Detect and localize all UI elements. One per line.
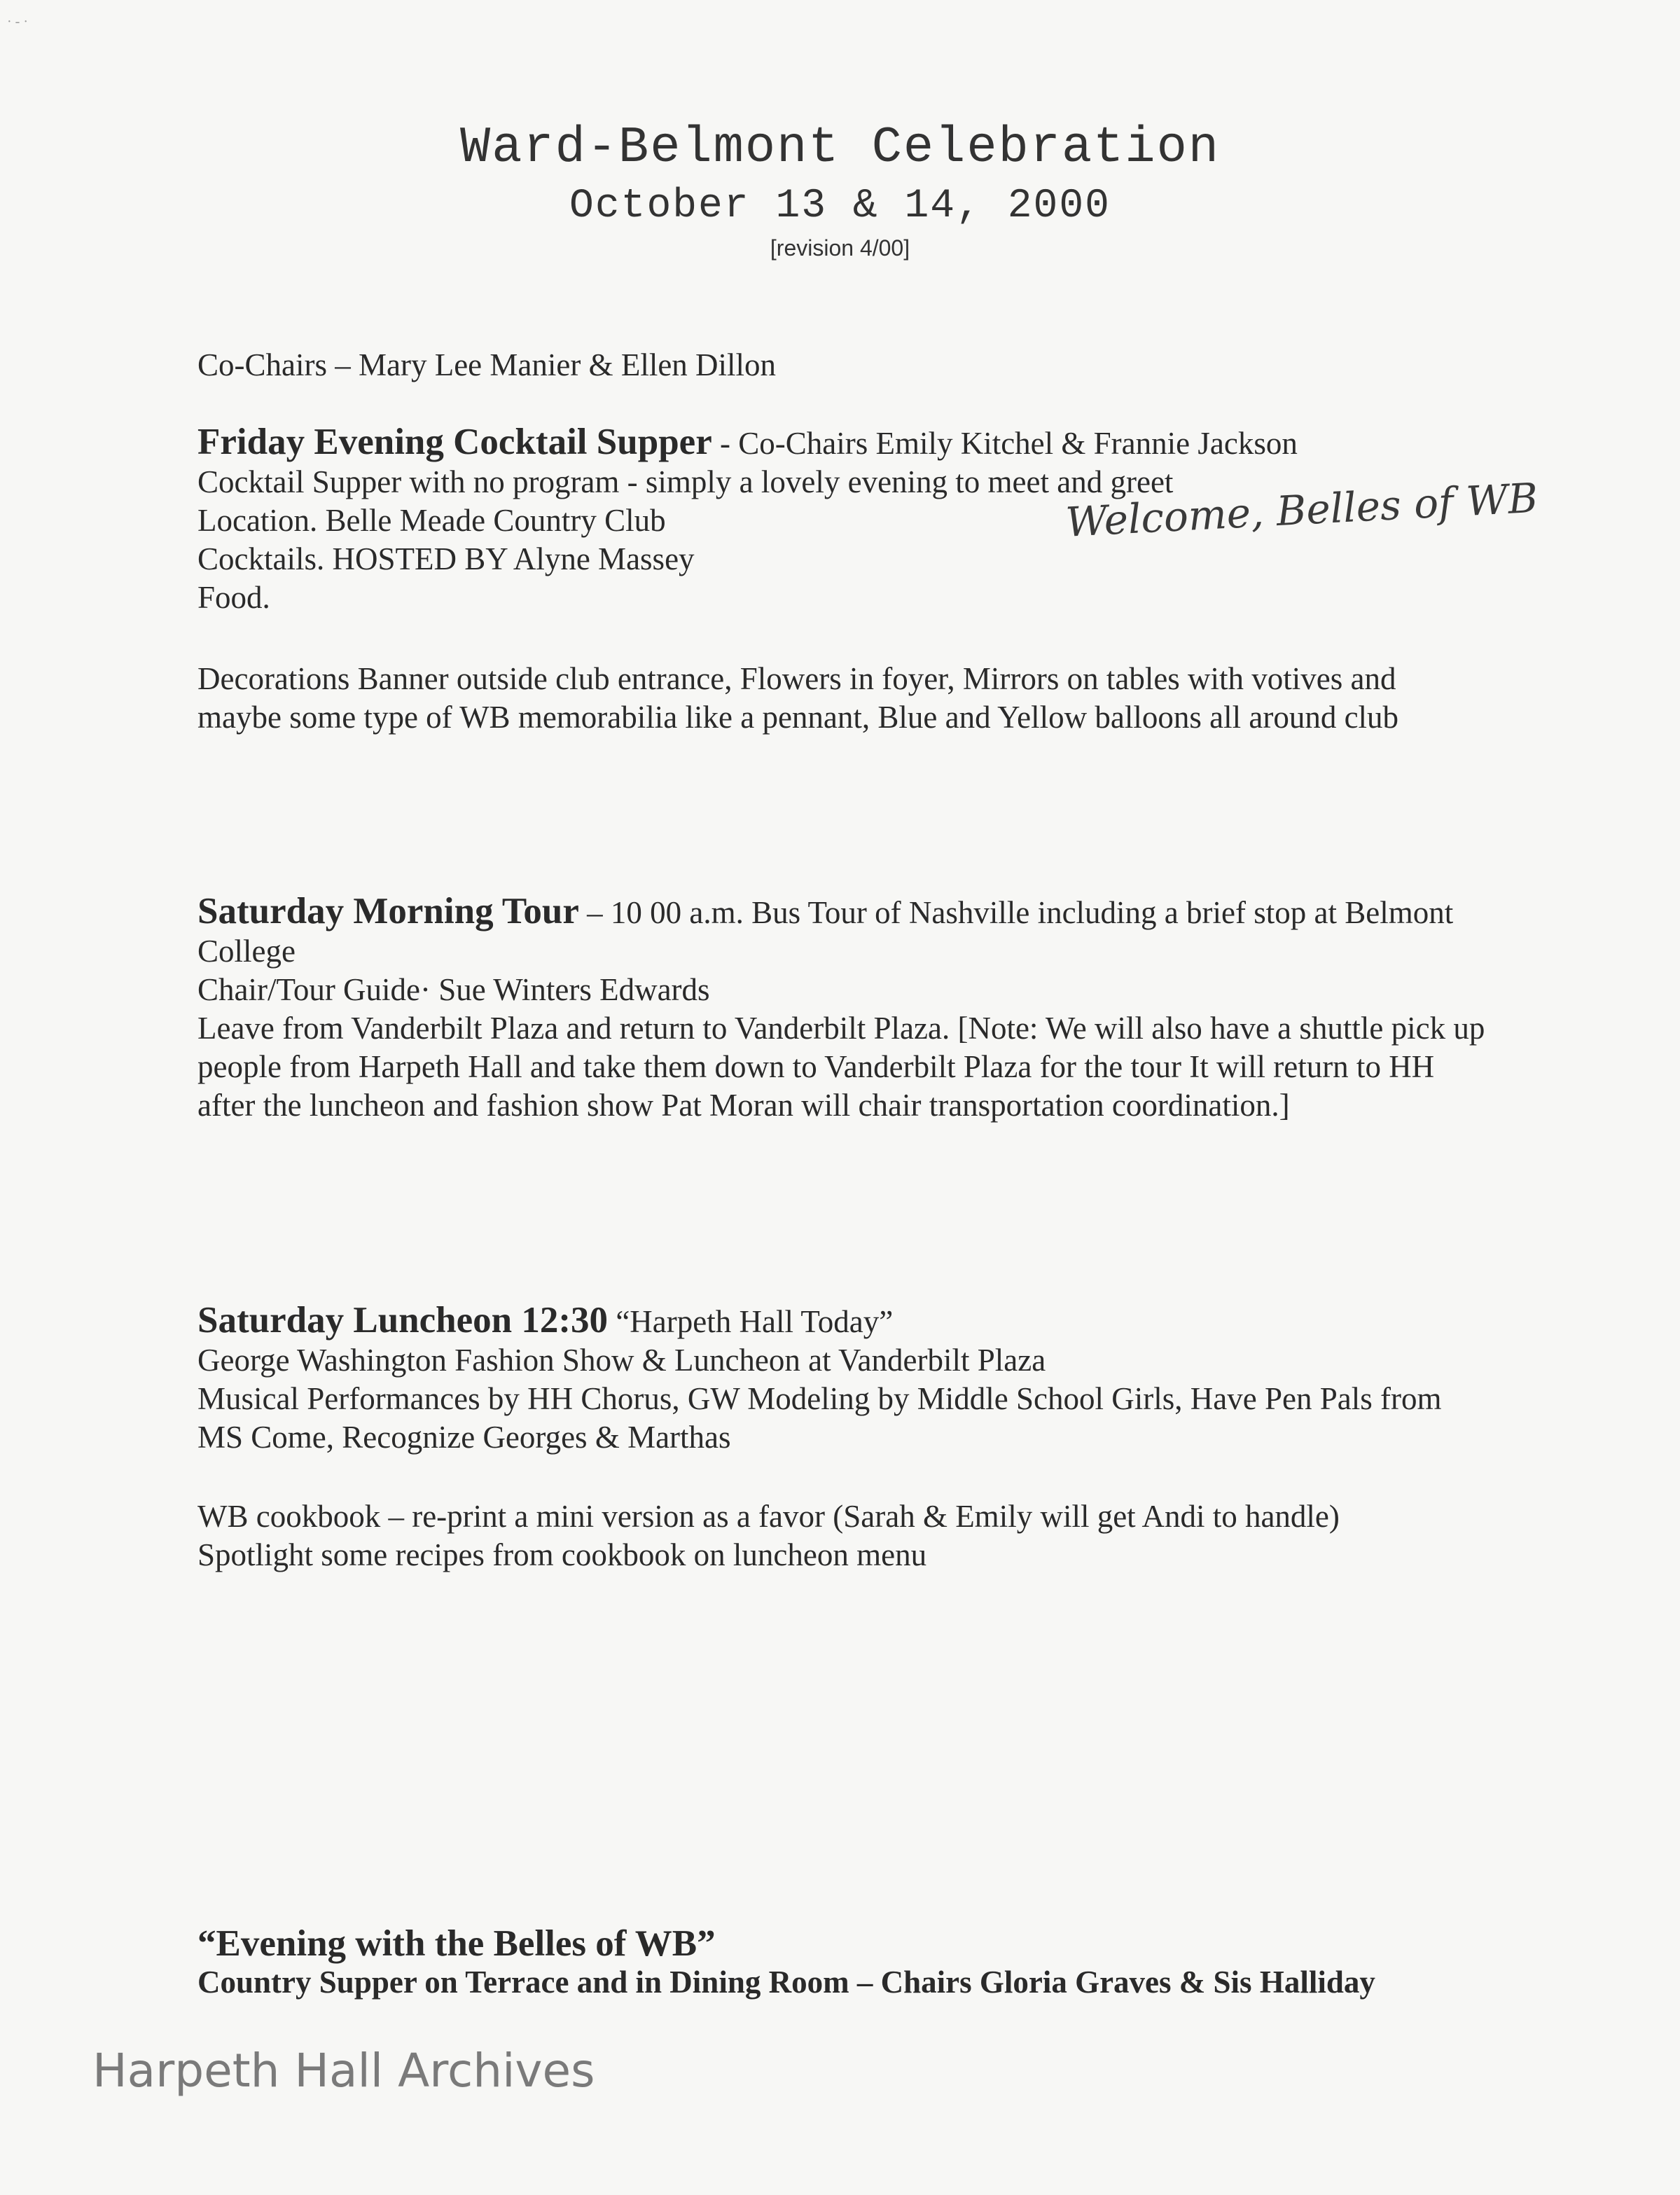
cookbook-line-2: Spotlight some recipes from cookbook on luncheon menu [197,1537,927,1572]
archive-watermark: Harpeth Hall Archives [92,2044,595,2098]
cookbook-section [197,1497,1486,1574]
cookbook-line-1: WB cookbook – re-print a mini version as a favor (Sarah & Emily will get Andi to handle) [197,1499,1340,1534]
friday-cocktails: Cocktails. HOSTED BY Alyne Massey [197,541,695,576]
luncheon-heading: Saturday Luncheon 12:30 [197,1300,609,1341]
luncheon-line-1: George Washington Fashion Show & Luncheon at Vanderbilt Plaza [197,1343,1046,1378]
document-title: Ward-Belmont Celebration [460,119,1220,176]
event-date: October 13 & 14, 2000 [569,184,1111,229]
tour-guide: Chair/Tour Guide· Sue Winters Edwards [197,972,710,1007]
scan-mark: · - · [7,14,28,29]
friday-heading-line [197,423,1486,463]
tour-heading-line [197,892,1486,971]
evening-line: Country Supper on Terrace and in Dining Room – Chairs Gloria Graves & Sis Halliday [197,1965,1375,2000]
tour-details: – 10 00 a.m. Bus Tour of Nashville including a brief stop at Belmont College [197,895,1454,969]
saturday-luncheon-section [197,1301,1486,1457]
evening-heading: “Evening with the Belles of WB” [197,1923,716,1964]
friday-location: Location. Belle Meade Country Club [197,503,666,538]
luncheon-line-2: Musical Performances by HH Chorus, GW Modeling by Middle School Girls, Have Pen Pals from MS Come, Recognize Georges & Marthas [197,1381,1442,1455]
luncheon-heading-line [197,1301,1486,1341]
evening-belles-section [197,1925,1486,2002]
handwritten-note: Welcome, Belles of WB [1064,473,1539,546]
friday-co-chairs: - Co-Chairs Emily Kitchel & Frannie Jackson [711,426,1298,461]
friday-line-1: Cocktail Supper with no program - simply a lovely evening to meet and greet [197,464,1174,499]
tour-note: Leave from Vanderbilt Plaza and return to Vanderbilt Plaza. [Note: We will also have a shuttle pick up people from Harpeth Hall and take them down to Vanderbilt Plaza for the tour It will return to HH after the luncheon and fashion show Pat Moran will chair transportation coordination.] [197,1011,1485,1123]
luncheon-theme: “Harpeth Hall Today” [608,1304,894,1339]
friday-decorations: Decorations Banner outside club entrance, Flowers in foyer, Mirrors on tables with votives and maybe some type of WB memorabilia like a pennant, Blue and Yellow balloons all around club [197,661,1399,735]
friday-heading: Friday Evening Cocktail Supper [197,422,712,462]
co-chairs-line: Co-Chairs – Mary Lee Manier & Ellen Dillon [197,347,777,382]
friday-food: Food. [197,580,270,615]
revision-note: [revision 4/00] [770,235,910,261]
saturday-tour-section [197,892,1486,1125]
tour-heading: Saturday Morning Tour [197,891,579,932]
